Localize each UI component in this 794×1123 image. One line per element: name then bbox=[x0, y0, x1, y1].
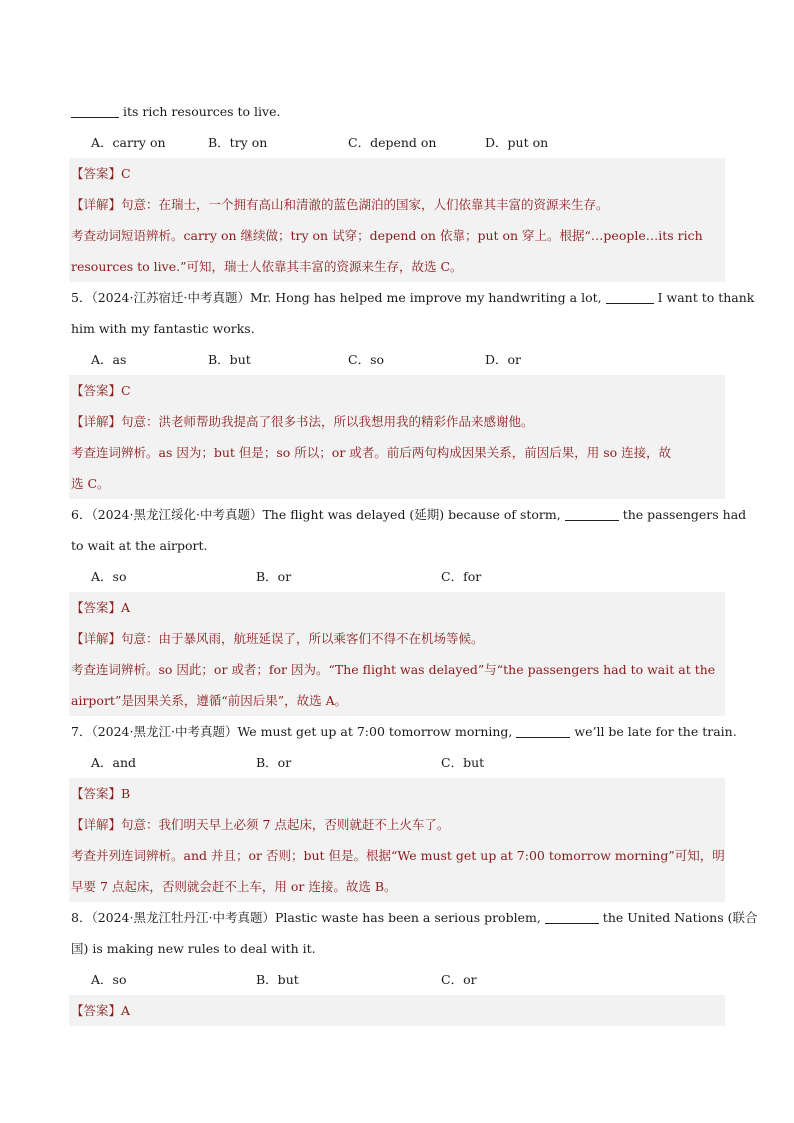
q5-option-c: C．so bbox=[348, 352, 385, 367]
q7-options bbox=[71, 747, 723, 778]
q5-detail-line-3: 选 C。 bbox=[71, 476, 110, 491]
q4-detail-line-3: resources to live.”可知，瑞士人依靠其丰富的资源来生存，故选 C。 bbox=[71, 259, 463, 274]
q8-option-b: B．but bbox=[256, 972, 299, 987]
q5-options bbox=[71, 344, 723, 375]
q6-detail-line-2: 考查连词辨析。so 因此；or 或者；for 因为。“The flight was delayed”与“the passengers had to wait at the bbox=[71, 662, 716, 677]
q5-answer-line: 【答案】C bbox=[71, 383, 131, 398]
q5-detail-line-2: 考查连词辨析。as 因为；but 但是；so 所以；or 或者。前后两句构成因果关系，前因后果，用 so 连接，故 bbox=[71, 445, 672, 460]
q8-stem-line-1: 8．（2024·黑龙江牡丹江·中考真题）Plastic waste has been a serious problem, the United Nations (联合 bbox=[71, 910, 758, 925]
q5-answer: C bbox=[121, 383, 131, 398]
q4-option-c: C．depend on bbox=[348, 135, 437, 150]
q4-option-d: D．put on bbox=[485, 135, 549, 150]
q5-detail-line-1: 【详解】句意：洪老师帮助我提高了很多书法，所以我想用我的精彩作品来感谢他。 bbox=[71, 414, 534, 429]
q6-option-b: B．or bbox=[256, 569, 292, 584]
q8-options bbox=[71, 964, 723, 995]
answer-blank bbox=[545, 910, 599, 924]
q4-detail-line-2: 考查动词短语辨析。carry on 继续做；try on 试穿；depend on 依靠；put on 穿上。根据“…people…its rich bbox=[71, 228, 703, 243]
q5-answer-block bbox=[69, 375, 725, 499]
q5-option-d: D．or bbox=[485, 352, 522, 367]
q6-options bbox=[71, 561, 723, 592]
q6-answer: A bbox=[121, 600, 131, 615]
q7-answer: B bbox=[121, 786, 131, 801]
q7-answer-line: 【答案】B bbox=[71, 786, 131, 801]
q4-detail-line-1: 【详解】句意：在瑞士，一个拥有高山和清澈的蓝色湖泊的国家，人们依靠其丰富的资源来生存。 bbox=[71, 197, 609, 212]
q7-option-b: B．or bbox=[256, 755, 292, 770]
answer-blank bbox=[71, 104, 119, 118]
q4-answer-line: 【答案】C bbox=[71, 166, 131, 181]
q6-answer-block bbox=[69, 592, 725, 716]
q7-option-c: C．but bbox=[441, 755, 485, 770]
q7-option-a: A．and bbox=[91, 755, 137, 770]
q4-stem-line bbox=[71, 96, 723, 127]
q6-answer-line: 【答案】A bbox=[71, 600, 131, 615]
q6-stem-line-2: to wait at the airport. bbox=[71, 538, 208, 553]
q4-answer-block bbox=[69, 158, 725, 282]
q7-stem-line-1: 7．（2024·黑龙江·中考真题）We must get up at 7:00 tomorrow morning, we’ll be late for the train. bbox=[71, 724, 737, 739]
answer-blank bbox=[516, 724, 570, 738]
q5-option-a: A．as bbox=[91, 352, 127, 367]
q7-detail-line-2: 考查并列连词辨析。and 并且；or 否则；but 但是。根据“We must get up at 7:00 tomorrow morning”可知，明 bbox=[71, 848, 725, 863]
document-page bbox=[71, 96, 758, 1026]
answer-blank bbox=[565, 507, 619, 521]
q5-stem-line-1: 5．（2024·江苏宿迁·中考真题）Mr. Hong has helped me improve my handwriting a lot, I want to thank bbox=[71, 290, 755, 305]
q6-option-c: C．for bbox=[441, 569, 482, 584]
q6-stem-line-1: 6．（2024·黑龙江绥化·中考真题）The flight was delayed (延期) because of storm, the passengers had bbox=[71, 507, 747, 522]
q7-detail-line-1: 【详解】句意：我们明天早上必须 7 点起床，否则就赶不上火车了。 bbox=[71, 817, 450, 832]
q8-answer-line: 【答案】A bbox=[71, 1003, 131, 1018]
q6-detail-line-1: 【详解】句意：由于暴风雨，航班延误了，所以乘客们不得不在机场等候。 bbox=[71, 631, 484, 646]
q5-option-b: B．but bbox=[208, 352, 251, 367]
q4-options bbox=[71, 127, 723, 158]
q5-stem-line-2: him with my fantastic works. bbox=[71, 321, 255, 336]
q4-stem-text: its rich resources to live. bbox=[123, 104, 281, 119]
q6-detail-line-3: airport”是因果关系，遵循“前因后果”，故选 A。 bbox=[71, 693, 348, 708]
q8-answer: A bbox=[121, 1003, 131, 1018]
q8-answer-block bbox=[69, 995, 725, 1026]
q4-option-b: B．try on bbox=[208, 135, 268, 150]
answer-blank bbox=[606, 290, 654, 304]
q8-stem-line-2: 国) is making new rules to deal with it. bbox=[71, 941, 316, 956]
q6-option-a: A．so bbox=[91, 569, 127, 584]
q4-option-a: A．carry on bbox=[91, 135, 166, 150]
q8-option-a: A．so bbox=[91, 972, 127, 987]
q8-option-c: C．or bbox=[441, 972, 477, 987]
q7-detail-line-3: 早要 7 点起床，否则就会赶不上车，用 or 连接。故选 B。 bbox=[71, 879, 397, 894]
q4-answer: C bbox=[121, 166, 131, 181]
q7-answer-block bbox=[69, 778, 725, 902]
